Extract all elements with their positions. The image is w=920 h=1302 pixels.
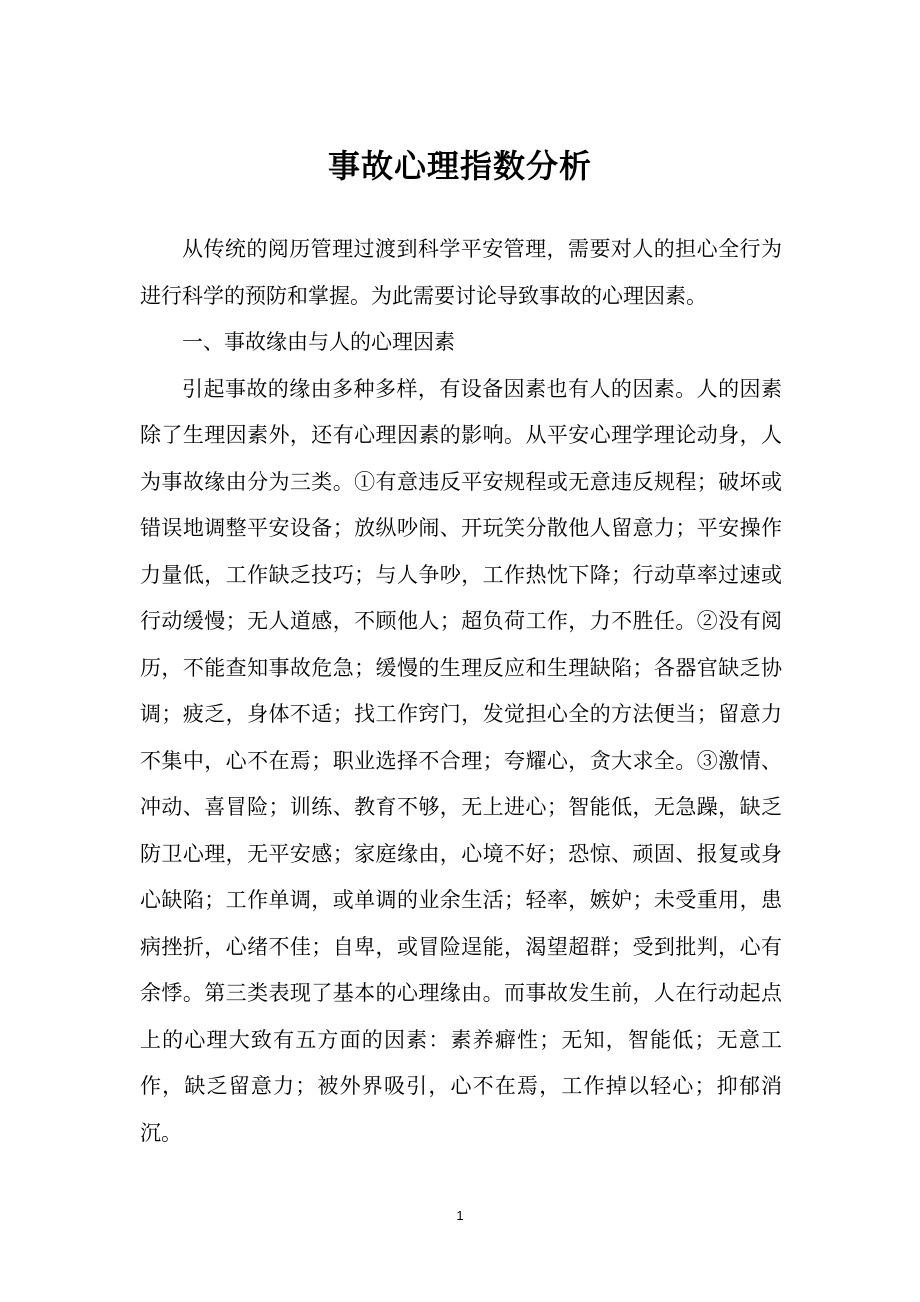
paragraph-causes: 引起事故的缘由多种多样，有设备因素也有人的因素。人的因素除了生理因素外，还有心理因素的影响。从平安心理学理论动身，人为事故缘由分为三类。①有意违反平安规程或无意违反规程；破坏或错误地调整平安设备；放纵吵闹、开玩笑分散他人留意力；平安操作力量低，工作缺乏技巧；与人争吵，工作热忱下降；行动草率过速或行动缓慢；无人道感，不顾他人；超负荷工作，力不胜任。②没有阅历，不能查知事故危急；缓慢的生理反应和生理缺陷；各器官缺乏协调；疲乏，身体不适；找工作窍门，发觉担心全的方法便当；留意力不集中，心不在焉；职业选择不合理；夸耀心，贪大求全。③激情、冲动、喜冒险；训练、教育不够，无上进心；智能低，无急躁，缺乏防卫心理，无平安感；家庭缘由，心境不好；恐惊、顽固、报复或身心缺陷；工作单调，或单调的业余生活；轻率，嫉妒；未受重用，患病挫折，心绪不佳；自卑，或冒险逞能，渴望超群；受到批判，心有余悸。第三类表现了基本的心理缘由。而事故发生前，人在行动起点上的心理大致有五方面的因素：素养癖性；无知，智能低；无意工作，缺乏留意力；被外界吸引，心不在焉，工作掉以轻心；抑郁消沉。 bbox=[140, 376, 782, 1145]
document-title: 事故心理指数分析 bbox=[327, 147, 592, 185]
section-heading-1: 一、事故缘由与人的心理因素 bbox=[182, 330, 455, 354]
document-body bbox=[140, 226, 782, 1156]
paragraph-intro: 从传统的阅历管理过渡到科学平安管理，需要对人的担心全行为进行科学的预防和掌握。为此需要讨论导致事故的心理因素。 bbox=[140, 237, 782, 308]
page-number: 1 bbox=[456, 1208, 464, 1223]
